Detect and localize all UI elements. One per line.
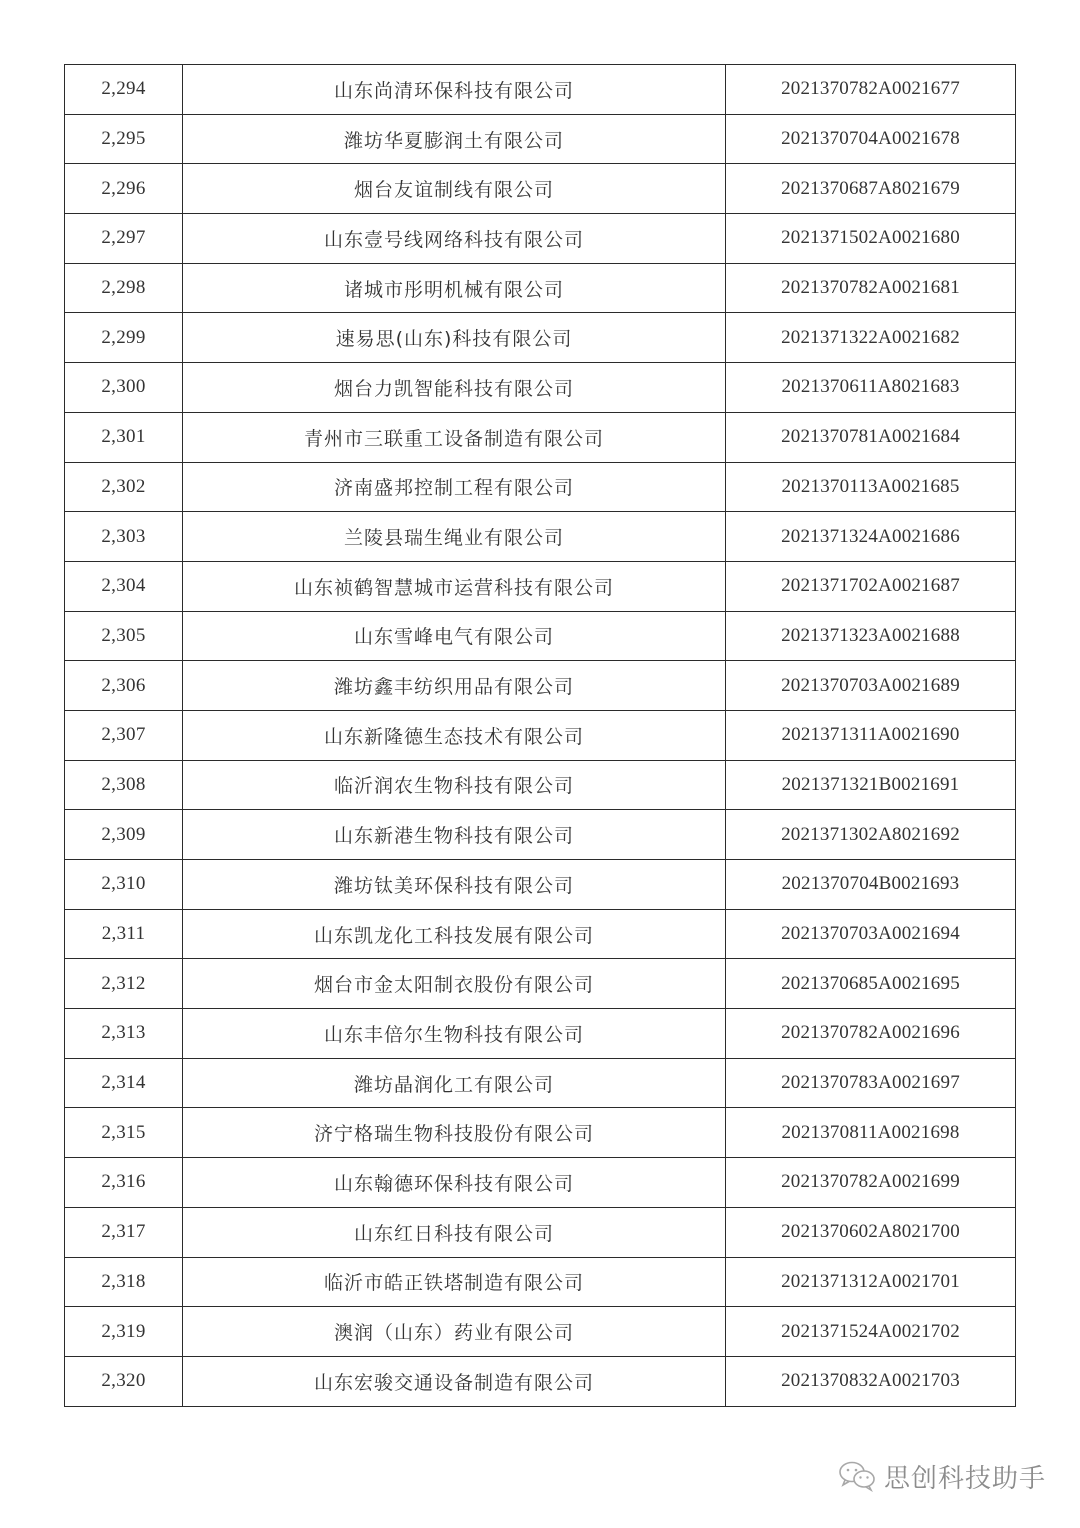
company-name-cell: 山东丰倍尔生物科技有限公司 — [183, 1009, 726, 1059]
row-index-cell: 2,311 — [65, 909, 183, 959]
company-name-cell: 烟台市金太阳制衣股份有限公司 — [183, 959, 726, 1009]
row-index-cell: 2,315 — [65, 1108, 183, 1158]
registration-code-cell: 2021371524A0021702 — [726, 1307, 1016, 1357]
table-row — [65, 561, 1016, 611]
company-name-cell: 济宁格瑞生物科技股份有限公司 — [183, 1108, 726, 1158]
registration-code-cell: 2021370687A8021679 — [726, 164, 1016, 214]
company-name-cell: 山东祯鹤智慧城市运营科技有限公司 — [183, 561, 726, 611]
company-name-cell: 山东宏骏交通设备制造有限公司 — [183, 1356, 726, 1406]
table-row — [65, 860, 1016, 910]
registration-code-cell: 2021370704B0021693 — [726, 860, 1016, 910]
row-index-cell: 2,302 — [65, 462, 183, 512]
row-index-cell: 2,307 — [65, 710, 183, 760]
registration-code-cell: 2021370113A0021685 — [726, 462, 1016, 512]
registration-code-cell: 2021370782A0021696 — [726, 1009, 1016, 1059]
registration-code-cell: 2021370602A8021700 — [726, 1207, 1016, 1257]
table-row — [65, 263, 1016, 313]
table-row — [65, 1207, 1016, 1257]
row-index-cell: 2,305 — [65, 611, 183, 661]
table-row — [65, 1058, 1016, 1108]
registration-code-cell: 2021370782A0021699 — [726, 1158, 1016, 1208]
registration-code-cell: 2021370811A0021698 — [726, 1108, 1016, 1158]
watermark-text: 思创科技助手 — [884, 1463, 1047, 1494]
registration-code-cell: 2021370704A0021678 — [726, 114, 1016, 164]
table-row — [65, 1307, 1016, 1357]
table-row — [65, 611, 1016, 661]
row-index-cell: 2,310 — [65, 860, 183, 910]
registration-code-cell: 2021370685A0021695 — [726, 959, 1016, 1009]
registration-code-cell: 2021370832A0021703 — [726, 1356, 1016, 1406]
company-name-cell: 山东新隆德生态技术有限公司 — [183, 710, 726, 760]
company-name-cell: 临沂市皓正铁塔制造有限公司 — [183, 1257, 726, 1307]
row-index-cell: 2,319 — [65, 1307, 183, 1357]
table-row — [65, 661, 1016, 711]
company-name-cell: 诸城市彤明机械有限公司 — [183, 263, 726, 313]
table-row — [65, 810, 1016, 860]
table-row — [65, 512, 1016, 562]
company-name-cell: 青州市三联重工设备制造有限公司 — [183, 412, 726, 462]
row-index-cell: 2,301 — [65, 412, 183, 462]
row-index-cell: 2,306 — [65, 661, 183, 711]
registration-code-cell: 2021371323A0021688 — [726, 611, 1016, 661]
row-index-cell: 2,295 — [65, 114, 183, 164]
table-row — [65, 710, 1016, 760]
row-index-cell: 2,317 — [65, 1207, 183, 1257]
row-index-cell: 2,300 — [65, 363, 183, 413]
company-name-cell: 潍坊华夏膨润土有限公司 — [183, 114, 726, 164]
table-row — [65, 959, 1016, 1009]
company-name-cell: 山东尚清环保科技有限公司 — [183, 65, 726, 115]
company-name-cell: 山东翰德环保科技有限公司 — [183, 1158, 726, 1208]
registration-code-cell: 2021370703A0021689 — [726, 661, 1016, 711]
registration-code-cell: 2021370782A0021681 — [726, 263, 1016, 313]
table-row — [65, 363, 1016, 413]
registration-code-cell: 2021370782A0021677 — [726, 65, 1016, 115]
company-name-cell: 临沂润农生物科技有限公司 — [183, 760, 726, 810]
wechat-icon — [838, 1460, 878, 1492]
row-index-cell: 2,296 — [65, 164, 183, 214]
registration-code-cell: 2021370783A0021697 — [726, 1058, 1016, 1108]
registration-code-cell: 2021371321B0021691 — [726, 760, 1016, 810]
registration-code-cell: 2021371322A0021682 — [726, 313, 1016, 363]
table-row — [65, 909, 1016, 959]
registration-code-cell: 2021371311A0021690 — [726, 710, 1016, 760]
row-index-cell: 2,312 — [65, 959, 183, 1009]
table-row — [65, 412, 1016, 462]
company-name-cell: 潍坊鑫丰纺织用品有限公司 — [183, 661, 726, 711]
company-name-cell: 山东雪峰电气有限公司 — [183, 611, 726, 661]
company-name-cell: 澳润（山东）药业有限公司 — [183, 1307, 726, 1357]
registration-code-cell: 2021371502A0021680 — [726, 214, 1016, 264]
table-row — [65, 1257, 1016, 1307]
registration-code-cell: 2021370611A8021683 — [726, 363, 1016, 413]
row-index-cell: 2,304 — [65, 561, 183, 611]
row-index-cell: 2,299 — [65, 313, 183, 363]
row-index-cell: 2,320 — [65, 1356, 183, 1406]
table-row — [65, 462, 1016, 512]
table-row — [65, 164, 1016, 214]
table-row — [65, 760, 1016, 810]
registration-code-cell: 2021371324A0021686 — [726, 512, 1016, 562]
registration-code-cell: 2021371312A0021701 — [726, 1257, 1016, 1307]
company-name-cell: 潍坊晶润化工有限公司 — [183, 1058, 726, 1108]
company-name-cell: 烟台友谊制线有限公司 — [183, 164, 726, 214]
company-name-cell: 山东红日科技有限公司 — [183, 1207, 726, 1257]
table-row — [65, 313, 1016, 363]
company-name-cell: 兰陵县瑞生绳业有限公司 — [183, 512, 726, 562]
row-index-cell: 2,294 — [65, 65, 183, 115]
company-name-cell: 山东壹号线网络科技有限公司 — [183, 214, 726, 264]
company-name-cell: 潍坊钛美环保科技有限公司 — [183, 860, 726, 910]
registration-code-cell: 2021370703A0021694 — [726, 909, 1016, 959]
row-index-cell: 2,297 — [65, 214, 183, 264]
registration-code-cell: 2021371302A8021692 — [726, 810, 1016, 860]
registration-code-cell: 2021370781A0021684 — [726, 412, 1016, 462]
table-row — [65, 1158, 1016, 1208]
company-name-cell: 济南盛邦控制工程有限公司 — [183, 462, 726, 512]
row-index-cell: 2,318 — [65, 1257, 183, 1307]
registration-code-cell: 2021371702A0021687 — [726, 561, 1016, 611]
watermark — [838, 1456, 1046, 1496]
table-row — [65, 214, 1016, 264]
company-name-cell: 速易思(山东)科技有限公司 — [183, 313, 726, 363]
table-row — [65, 114, 1016, 164]
table-row — [65, 1009, 1016, 1059]
row-index-cell: 2,303 — [65, 512, 183, 562]
row-index-cell: 2,298 — [65, 263, 183, 313]
company-name-cell: 山东凯龙化工科技发展有限公司 — [183, 909, 726, 959]
row-index-cell: 2,309 — [65, 810, 183, 860]
table-row — [65, 1108, 1016, 1158]
table-row — [65, 65, 1016, 115]
company-name-cell: 山东新港生物科技有限公司 — [183, 810, 726, 860]
company-registry-table — [64, 64, 1016, 1407]
table-body — [65, 65, 1016, 1407]
table-row — [65, 1356, 1016, 1406]
row-index-cell: 2,316 — [65, 1158, 183, 1208]
company-name-cell: 烟台力凯智能科技有限公司 — [183, 363, 726, 413]
row-index-cell: 2,308 — [65, 760, 183, 810]
row-index-cell: 2,313 — [65, 1009, 183, 1059]
row-index-cell: 2,314 — [65, 1058, 183, 1108]
